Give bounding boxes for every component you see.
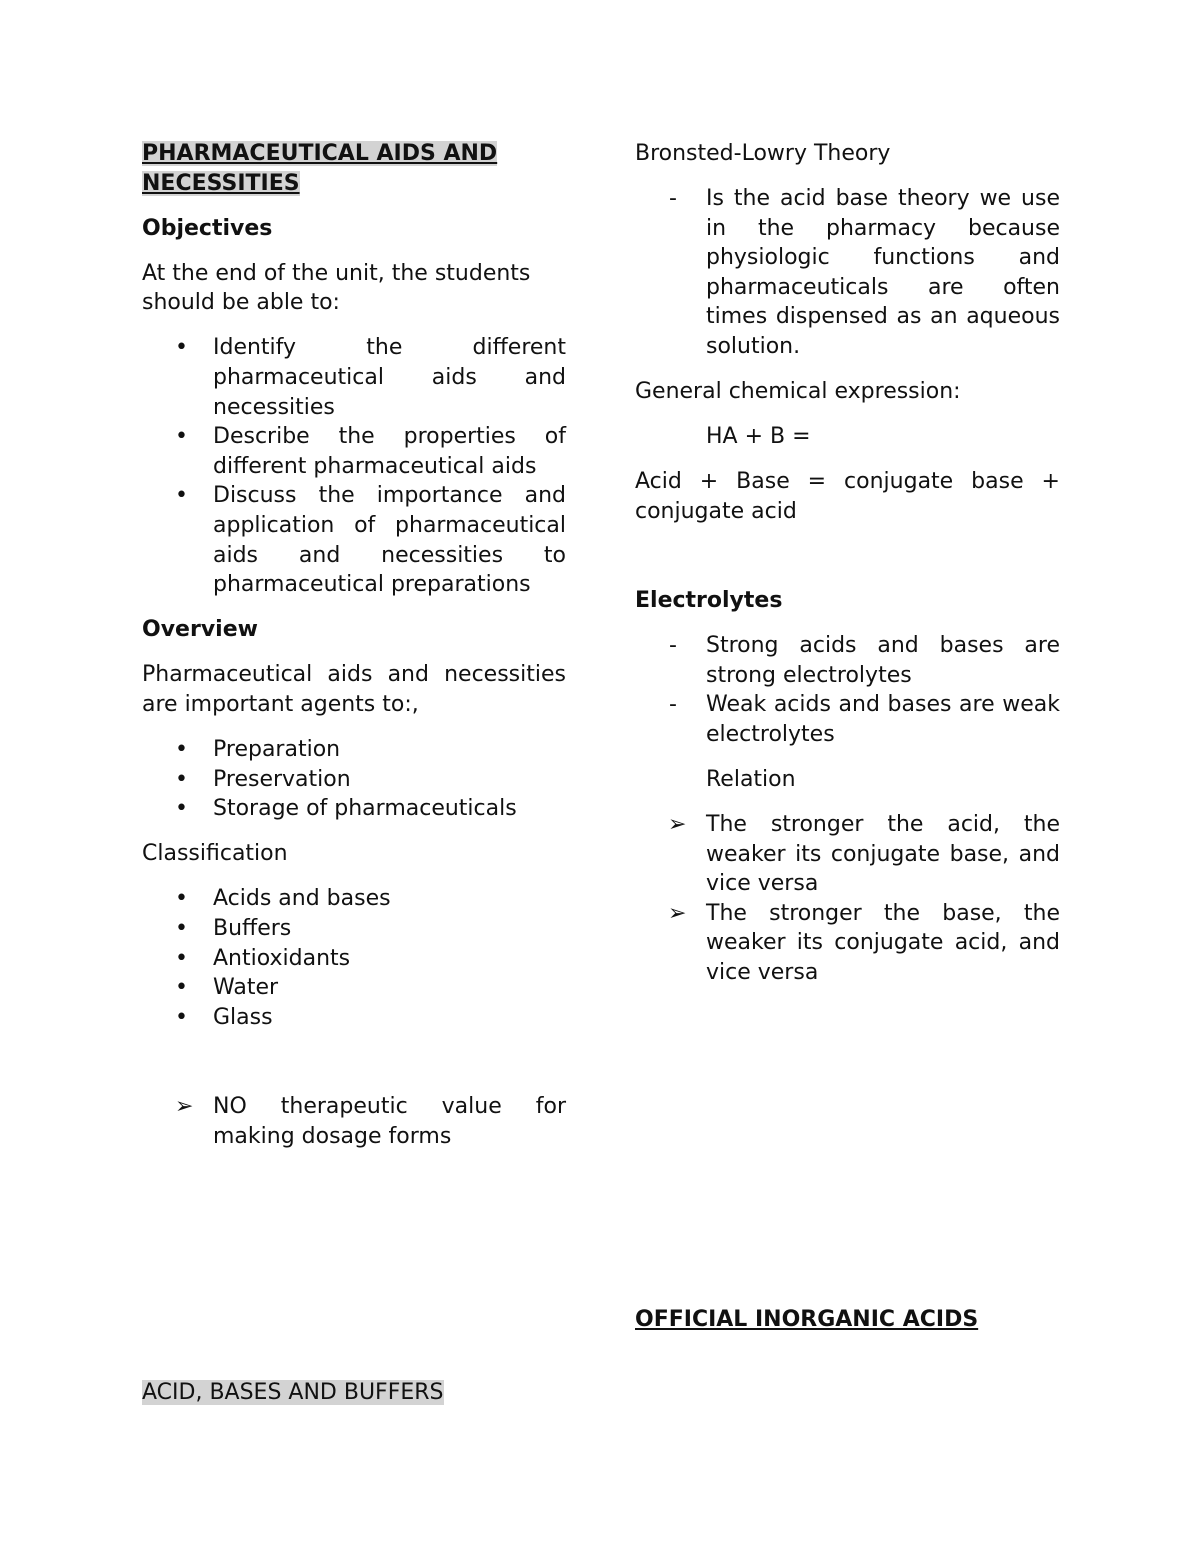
classification-heading: Classification	[142, 841, 288, 867]
bullet-icon: •	[175, 1004, 188, 1030]
dash-icon: -	[669, 186, 677, 212]
arrow-icon: ➢	[175, 1093, 194, 1119]
list-item: • Identify the different pharmaceutical aids and necessities	[175, 335, 566, 420]
arrow-icon: ➢	[668, 900, 687, 926]
right-column	[635, 139, 1060, 1003]
bullet-icon: •	[175, 766, 188, 792]
bullet-icon: •	[175, 424, 188, 450]
bullet-icon: •	[175, 975, 188, 1001]
spacer	[635, 542, 1060, 586]
list-item: • Antioxidants	[142, 944, 566, 974]
title-line-1: PHARMACEUTICAL AIDS AND	[142, 141, 498, 166]
left-column	[142, 139, 566, 1167]
list-item: - Weak acids and bases are weak electrolytes	[669, 692, 1060, 747]
list-item: • Preparation	[142, 735, 566, 765]
official-inorganic-acids-heading: OFFICIAL INORGANIC ACIDS	[635, 1307, 979, 1332]
spacer	[142, 1048, 566, 1092]
list-item: • Describe the properties of different pharmaceutical aids	[175, 424, 566, 479]
objectives-heading: Objectives	[142, 215, 273, 241]
list-item: • Discuss the importance and application of pharmaceutical aids and necessities to pharmaceutical preparations	[175, 483, 566, 598]
bullet-icon: •	[175, 335, 188, 361]
overview-list	[142, 735, 566, 824]
bullet-icon: •	[175, 886, 188, 912]
document-title	[142, 139, 566, 198]
theory-list	[635, 184, 1060, 362]
list-item: • Acids and bases	[142, 884, 566, 914]
overview-heading: Overview	[142, 617, 258, 643]
list-item: • Water	[142, 973, 566, 1003]
dash-icon: -	[669, 633, 677, 659]
right-footer-heading-wrap	[635, 1305, 978, 1335]
list-item: ➢ The stronger the base, the weaker its conjugate acid, and vice versa	[668, 900, 1060, 986]
note-list	[142, 1092, 566, 1151]
expression-heading: General chemical expression:	[635, 379, 961, 405]
list-item: ➢ NO therapeutic value for making dosage forms	[175, 1093, 566, 1149]
list-item: • Preservation	[142, 765, 566, 795]
electrolytes-heading: Electrolytes	[635, 588, 783, 614]
bullet-icon: •	[175, 916, 188, 942]
relation-list	[635, 810, 1060, 988]
acid-bases-buffers-heading: ACID, BASES AND BUFFERS	[142, 1380, 444, 1405]
chemical-expression: HA + B =	[706, 424, 811, 450]
list-item: • Glass	[142, 1003, 566, 1033]
bullet-icon: •	[175, 945, 188, 971]
objectives-intro: At the end of the unit, the students should be able to:	[142, 260, 531, 316]
list-item: • Storage of pharmaceuticals	[142, 794, 566, 824]
bullet-icon: •	[175, 483, 188, 509]
list-item: - Strong acids and bases are strong electrolytes	[669, 633, 1060, 688]
expression-words: Acid + Base = conjugate base + conjugate acid	[635, 469, 1060, 524]
classification-list	[142, 884, 566, 1032]
list-item: ➢ The stronger the acid, the weaker its conjugate base, and vice versa	[668, 812, 1060, 897]
list-item: • Buffers	[142, 914, 566, 944]
electrolytes-list	[635, 631, 1060, 749]
overview-text: Pharmaceutical aids and necessities are important agents to:,	[142, 662, 566, 717]
dash-icon: -	[669, 692, 677, 718]
bullet-icon: •	[175, 737, 188, 763]
relation-heading: Relation	[706, 767, 796, 792]
title-line-2: NECESSITIES	[142, 170, 300, 196]
objectives-list	[142, 333, 566, 599]
list-item: - Is the acid base theory we use in the pharmacy because physiologic functions and pharmaceuticals are often times dispensed as an aqueous solution.	[669, 186, 1060, 360]
bullet-icon: •	[175, 796, 188, 822]
left-footer-heading-wrap	[142, 1378, 444, 1408]
theory-heading: Bronsted-Lowry Theory	[635, 141, 891, 166]
arrow-icon: ➢	[668, 812, 687, 838]
